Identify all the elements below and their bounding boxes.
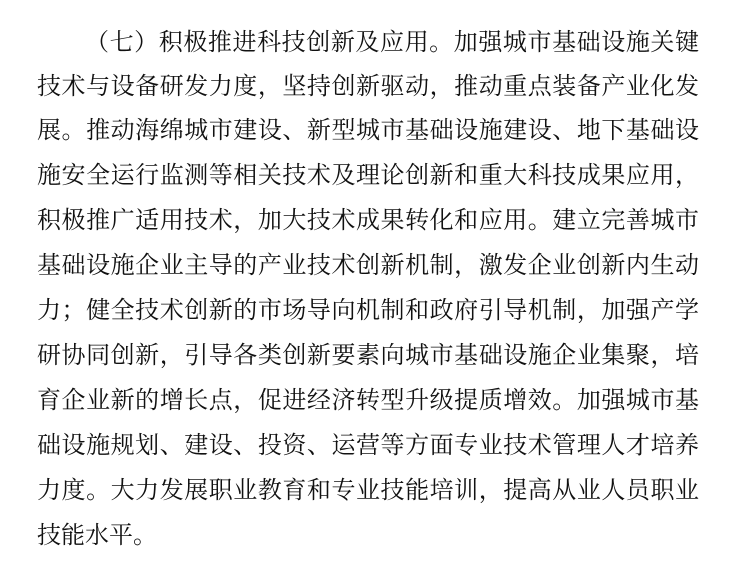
paragraph-line-7: 力；健全技术创新的市场导向机制和政府引导机制，加强产学 bbox=[37, 296, 699, 324]
paragraph-line-6: 基础设施企业主导的产业技术创新机制，激发企业创新内生动 bbox=[37, 251, 699, 279]
paragraph-line-10: 础设施规划、建设、投资、运营等方面专业技术管理人才培养 bbox=[37, 431, 699, 459]
paragraph-line-4: 施安全运行监测等相关技术及理论创新和重大科技成果应用， bbox=[37, 161, 699, 189]
paragraph-line-3: 展。推动海绵城市建设、新型城市基础设施建设、地下基础设 bbox=[37, 116, 699, 144]
paragraph-line-9: 育企业新的增长点，促进经济转型升级提质增效。加强城市基 bbox=[37, 386, 699, 414]
paragraph-line-12: 技能水平。 bbox=[37, 521, 157, 549]
paragraph-line-1: （七）积极推进科技创新及应用。加强城市基础设施关键 bbox=[85, 28, 699, 56]
paragraph-line-2: 技术与设备研发力度，坚持创新驱动，推动重点装备产业化发 bbox=[37, 72, 699, 100]
paragraph-line-5: 积极推广适用技术，加大技术成果转化和应用。建立完善城市 bbox=[37, 206, 699, 234]
paragraph-line-11: 力度。大力发展职业教育和专业技能培训，提高从业人员职业 bbox=[37, 476, 699, 504]
paragraph-line-8: 研协同创新，引导各类创新要素向城市基础设施企业集聚，培 bbox=[37, 341, 699, 369]
